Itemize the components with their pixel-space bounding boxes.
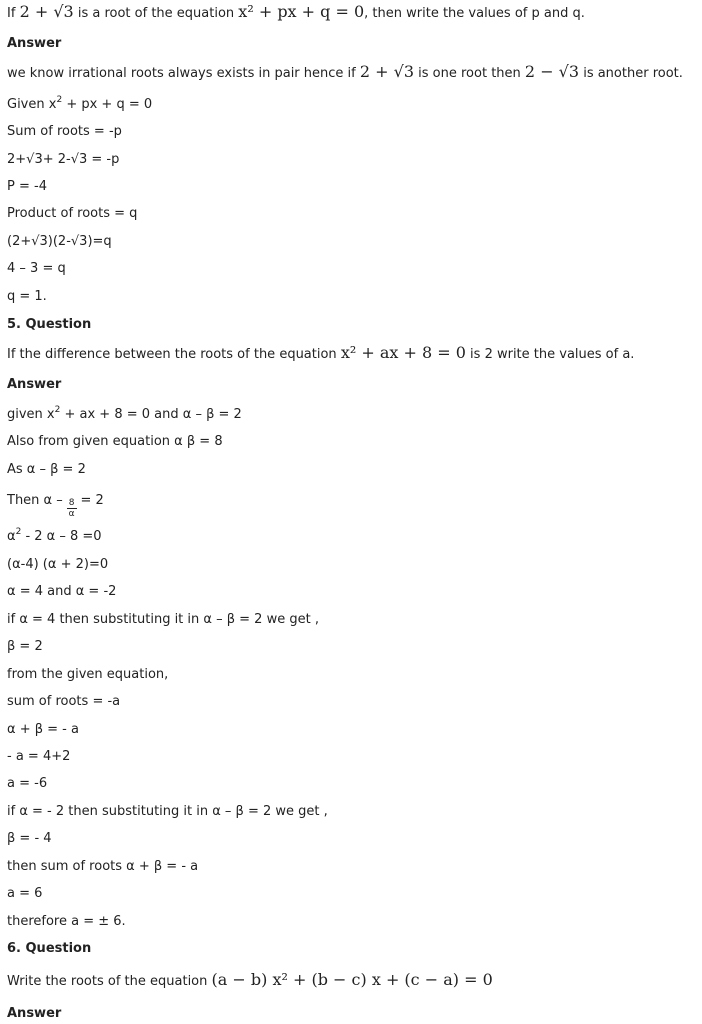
q5-given-post: + ax + 8 = 0 and α – β = 2 bbox=[60, 407, 242, 422]
q4-text-2: is a root of the equation bbox=[77, 6, 235, 21]
q5-then2-line: then sum of roots α + β = - a bbox=[7, 859, 199, 874]
q4-given-sup: 2 bbox=[56, 95, 63, 105]
q5-answer-label: Answer bbox=[7, 377, 62, 392]
q4-intro-text-3: is another root. bbox=[583, 66, 683, 81]
q5-as-line: As α – β = 2 bbox=[7, 462, 86, 477]
q5-then-line bbox=[7, 492, 104, 519]
q5-text-1: If the difference between the roots of the equation bbox=[7, 347, 337, 362]
q5-fraction-numerator: 8 bbox=[68, 498, 75, 508]
q4-text-3: , then write the values of p and q. bbox=[364, 6, 585, 21]
q5-quad-sup: 2 bbox=[15, 527, 22, 537]
q4-math-equation: x² + px + q = 0 bbox=[238, 2, 365, 21]
q5-a6-line: a = 6 bbox=[7, 886, 43, 901]
q5-also-line: Also from given equation α β = 8 bbox=[7, 434, 223, 449]
q5-factor-line: (α-4) (α + 2)=0 bbox=[7, 557, 109, 572]
q5-quadratic-line bbox=[7, 528, 102, 546]
q5-beta2-line: β = - 4 bbox=[7, 831, 52, 846]
q6-heading: 6. Question bbox=[7, 941, 92, 956]
q4-statement bbox=[7, 3, 585, 23]
q5-sumroots-line: sum of roots = -a bbox=[7, 694, 121, 709]
q4-sum2-line: 2+√3+ 2-√3 = -p bbox=[7, 152, 120, 167]
q5-therefore-line: therefore a = ± 6. bbox=[7, 914, 126, 929]
q5-statement bbox=[7, 344, 634, 364]
q4-intro-math-2: 2 − √3 bbox=[524, 62, 580, 81]
q5-math-equation: x² + ax + 8 = 0 bbox=[340, 343, 466, 362]
q5-from-line: from the given equation, bbox=[7, 667, 169, 682]
q4-intro-text-2: is one root then bbox=[418, 66, 521, 81]
q4-text-1: If bbox=[7, 6, 16, 21]
q5-then-pre: Then α – bbox=[7, 493, 63, 508]
q6-math-equation: (a − b) x² + (b − c) x + (c − a) = 0 bbox=[211, 970, 493, 989]
q6-text-1: Write the roots of the equation bbox=[7, 974, 208, 989]
q4-intro-text-1: we know irrational roots always exists in pair hence if bbox=[7, 66, 356, 81]
q5-heading: 5. Question bbox=[7, 317, 92, 332]
q5-if2-line: if α = - 2 then substituting it in α – β = 2 we get , bbox=[7, 804, 328, 819]
q5-minus-a-line: - a = 4+2 bbox=[7, 749, 71, 764]
q5-solution-line: α = 4 and α = -2 bbox=[7, 584, 117, 599]
q5-ab-line: α + β = - a bbox=[7, 722, 79, 737]
q5-fraction-denominator: α bbox=[68, 509, 75, 519]
q5-given-sup: 2 bbox=[54, 405, 61, 415]
q5-fraction bbox=[67, 498, 77, 519]
q4-43-line: 4 – 3 = q bbox=[7, 261, 66, 276]
q4-given-pre: Given x bbox=[7, 97, 57, 112]
q4-intro-math-1: 2 + √3 bbox=[359, 62, 415, 81]
q5-given-line bbox=[7, 406, 242, 424]
q4-given-line bbox=[7, 96, 152, 114]
q6-statement bbox=[7, 971, 493, 991]
q5-then-post: = 2 bbox=[80, 493, 104, 508]
q4-product2-line: (2+√3)(2-√3)=q bbox=[7, 234, 112, 249]
q4-answer-intro bbox=[7, 63, 683, 83]
q4-math-root: 2 + √3 bbox=[19, 2, 74, 21]
q4-q-line: q = 1. bbox=[7, 289, 47, 304]
q4-answer-label: Answer bbox=[7, 36, 62, 51]
q5-quad-post: - 2 α – 8 =0 bbox=[21, 529, 102, 544]
q4-product-line: Product of roots = q bbox=[7, 206, 138, 221]
q5-quad-pre: α bbox=[7, 529, 16, 544]
q6-answer-label: Answer bbox=[7, 1006, 62, 1021]
q5-given-pre: given x bbox=[7, 407, 55, 422]
q4-p-line: P = -4 bbox=[7, 179, 47, 194]
q5-text-2: is 2 write the values of a. bbox=[470, 347, 635, 362]
q4-given-post: + px + q = 0 bbox=[62, 97, 153, 112]
q5-beta1-line: β = 2 bbox=[7, 639, 43, 654]
q4-sum-line: Sum of roots = -p bbox=[7, 124, 122, 139]
q5-a-neg6-line: a = -6 bbox=[7, 776, 48, 791]
q5-if1-line: if α = 4 then substituting it in α – β = 2 we get , bbox=[7, 612, 319, 627]
